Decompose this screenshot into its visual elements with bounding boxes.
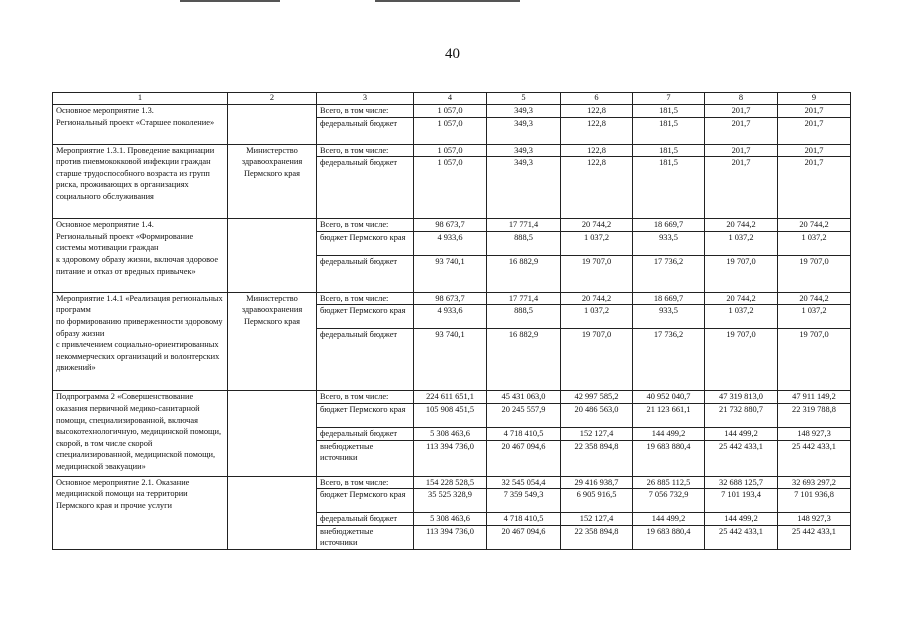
executor-cell [228,219,317,293]
amount-cell: 201,7 [778,117,851,144]
amount-cell: 26 885 112,5 [633,476,705,489]
table-row [53,292,851,305]
executor-cell [228,476,317,549]
amount-cell: 201,7 [778,144,851,157]
amount-cell: 5 308 463,6 [414,427,487,440]
amount-cell: 25 442 433,1 [705,440,778,476]
amount-cell: 32 688 125,7 [705,476,778,489]
amount-cell: 122,8 [561,157,633,219]
amount-cell: 25 442 433,1 [705,525,778,549]
table-body [53,105,851,550]
amount-cell: 22 358 894,8 [561,440,633,476]
amount-cell: 7 359 549,3 [487,489,561,513]
amount-cell: 18 669,7 [633,292,705,305]
amount-cell: 201,7 [705,117,778,144]
funding-source-cell: Всего, в том числе: [317,144,414,157]
amount-cell: 1 037,2 [705,305,778,329]
funding-source-cell: федеральный бюджет [317,329,414,391]
amount-cell: 19 683 880,4 [633,525,705,549]
amount-cell: 20 744,2 [705,219,778,232]
amount-cell: 98 673,7 [414,219,487,232]
funding-source-cell: внебюджетные источники [317,440,414,476]
amount-cell: 42 997 585,2 [561,391,633,404]
amount-cell: 201,7 [705,144,778,157]
amount-cell: 349,3 [487,105,561,118]
funding-source-cell: федеральный бюджет [317,255,414,292]
funding-source-cell: Всего, в том числе: [317,292,414,305]
program-name-cell: Основное мероприятие 1.4. Региональный проект «Формирование системы мотивации граждан к здоровому образу жизни, включая здоровое питание и отказ от вредных привычек» [53,219,228,293]
amount-cell: 25 442 433,1 [778,525,851,549]
amount-cell: 16 882,9 [487,329,561,391]
amount-cell: 6 905 916,5 [561,489,633,513]
funding-source-cell: бюджет Пермского края [317,231,414,255]
header-row [53,93,851,105]
amount-cell: 47 319 813,0 [705,391,778,404]
executor-cell [228,105,317,145]
amount-cell: 888,5 [487,231,561,255]
header-cell: 6 [561,93,633,105]
amount-cell: 7 101 193,4 [705,489,778,513]
funding-source-cell: федеральный бюджет [317,157,414,219]
executor-cell [228,391,317,476]
amount-cell: 16 882,9 [487,255,561,292]
amount-cell: 122,8 [561,144,633,157]
amount-cell: 1 037,2 [561,231,633,255]
amount-cell: 19 707,0 [561,329,633,391]
amount-cell: 1 037,2 [561,305,633,329]
amount-cell: 144 499,2 [705,427,778,440]
header-cell: 1 [53,93,228,105]
amount-cell: 20 486 563,0 [561,403,633,427]
amount-cell: 349,3 [487,144,561,157]
amount-cell: 181,5 [633,117,705,144]
top-rule-right [375,0,520,2]
amount-cell: 201,7 [705,157,778,219]
amount-cell: 47 911 149,2 [778,391,851,404]
amount-cell: 152 127,4 [561,513,633,526]
amount-cell: 201,7 [778,105,851,118]
program-name-cell: Основное мероприятие 1.3. Региональный проект «Старшее поколение» [53,105,228,145]
amount-cell: 349,3 [487,117,561,144]
amount-cell: 4 933,6 [414,305,487,329]
funding-source-cell: Всего, в том числе: [317,105,414,118]
amount-cell: 20 744,2 [561,292,633,305]
amount-cell: 21 732 880,7 [705,403,778,427]
program-name-cell: Мероприятие 1.3.1. Проведение вакцинации против пневмококковой инфекции граждан старше трудоспособного возраста из групп риска, проживающих в организациях социального обслуживания [53,144,228,219]
funding-source-cell: внебюджетные источники [317,525,414,549]
table-row [53,219,851,232]
amount-cell: 22 358 894,8 [561,525,633,549]
amount-cell: 17 771,4 [487,219,561,232]
page-number: 40 [445,46,460,62]
header-cell: 3 [317,93,414,105]
header-cell: 4 [414,93,487,105]
funding-source-cell: федеральный бюджет [317,513,414,526]
amount-cell: 1 057,0 [414,105,487,118]
amount-cell: 122,8 [561,117,633,144]
amount-cell: 19 707,0 [561,255,633,292]
amount-cell: 20 744,2 [705,292,778,305]
amount-cell: 17 736,2 [633,255,705,292]
amount-cell: 19 707,0 [778,255,851,292]
amount-cell: 35 525 328,9 [414,489,487,513]
amount-cell: 20 245 557,9 [487,403,561,427]
funding-source-cell: Всего, в том числе: [317,219,414,232]
amount-cell: 113 394 736,0 [414,525,487,549]
amount-cell: 933,5 [633,305,705,329]
amount-cell: 18 669,7 [633,219,705,232]
amount-cell: 17 771,4 [487,292,561,305]
amount-cell: 144 499,2 [633,513,705,526]
program-name-cell: Основное мероприятие 2.1. Оказание медицинской помощи на территории Пермского края и прочие услуги [53,476,228,549]
amount-cell: 20 467 094,6 [487,440,561,476]
amount-cell: 7 101 936,8 [778,489,851,513]
amount-cell: 144 499,2 [705,513,778,526]
amount-cell: 181,5 [633,144,705,157]
amount-cell: 7 056 732,9 [633,489,705,513]
amount-cell: 22 319 788,8 [778,403,851,427]
amount-cell: 29 416 938,7 [561,476,633,489]
amount-cell: 148 927,3 [778,427,851,440]
header-cell: 9 [778,93,851,105]
amount-cell: 181,5 [633,105,705,118]
amount-cell: 181,5 [633,157,705,219]
amount-cell: 148 927,3 [778,513,851,526]
amount-cell: 152 127,4 [561,427,633,440]
amount-cell: 19 683 880,4 [633,440,705,476]
amount-cell: 154 228 528,5 [414,476,487,489]
amount-cell: 19 707,0 [705,329,778,391]
amount-cell: 20 467 094,6 [487,525,561,549]
budget-table [52,92,851,550]
amount-cell: 20 744,2 [778,219,851,232]
amount-cell: 21 123 661,1 [633,403,705,427]
amount-cell: 1 037,2 [705,231,778,255]
amount-cell: 4 933,6 [414,231,487,255]
table-row [53,476,851,489]
table-row [53,105,851,118]
funding-source-cell: бюджет Пермского края [317,305,414,329]
table-row [53,391,851,404]
amount-cell: 5 308 463,6 [414,513,487,526]
amount-cell: 1 057,0 [414,117,487,144]
funding-source-cell: федеральный бюджет [317,427,414,440]
amount-cell: 32 693 297,2 [778,476,851,489]
amount-cell: 113 394 736,0 [414,440,487,476]
program-name-cell: Мероприятие 1.4.1 «Реализация региональных программ по формированию приверженности здоровому образу жизни с привлечением социально-ориентированных некоммерческих организаций и волонтерских движений» [53,292,228,391]
amount-cell: 1 057,0 [414,144,487,157]
amount-cell: 19 707,0 [778,329,851,391]
amount-cell: 25 442 433,1 [778,440,851,476]
top-rule-left [180,0,280,2]
amount-cell: 144 499,2 [633,427,705,440]
amount-cell: 4 718 410,5 [487,427,561,440]
amount-cell: 40 952 040,7 [633,391,705,404]
funding-source-cell: бюджет Пермского края [317,489,414,513]
amount-cell: 933,5 [633,231,705,255]
amount-cell: 17 736,2 [633,329,705,391]
amount-cell: 20 744,2 [778,292,851,305]
amount-cell: 45 431 063,0 [487,391,561,404]
amount-cell: 4 718 410,5 [487,513,561,526]
amount-cell: 201,7 [705,105,778,118]
amount-cell: 32 545 054,4 [487,476,561,489]
amount-cell: 93 740,1 [414,329,487,391]
amount-cell: 122,8 [561,105,633,118]
funding-source-cell: Всего, в том числе: [317,391,414,404]
header-cell: 8 [705,93,778,105]
funding-source-cell: федеральный бюджет [317,117,414,144]
amount-cell: 1 057,0 [414,157,487,219]
funding-source-cell: бюджет Пермского края [317,403,414,427]
table-row [53,144,851,157]
executor-cell: Министерство здравоохранения Пермского края [228,144,317,219]
executor-cell: Министерство здравоохранения Пермского края [228,292,317,391]
program-name-cell: Подпрограмма 2 «Совершенствование оказания первичной медико-санитарной помощи, специализированной, включая высокотехнологичную, медицинской помощи, скорой, в том числе скорой специализированной, медицинской помощи, медицинской эвакуации» [53,391,228,476]
amount-cell: 349,3 [487,157,561,219]
header-cell: 5 [487,93,561,105]
amount-cell: 98 673,7 [414,292,487,305]
amount-cell: 20 744,2 [561,219,633,232]
amount-cell: 105 908 451,5 [414,403,487,427]
amount-cell: 888,5 [487,305,561,329]
amount-cell: 1 037,2 [778,231,851,255]
funding-source-cell: Всего, в том числе: [317,476,414,489]
amount-cell: 19 707,0 [705,255,778,292]
amount-cell: 201,7 [778,157,851,219]
amount-cell: 93 740,1 [414,255,487,292]
amount-cell: 1 037,2 [778,305,851,329]
header-cell: 2 [228,93,317,105]
amount-cell: 224 611 651,1 [414,391,487,404]
header-cell: 7 [633,93,705,105]
